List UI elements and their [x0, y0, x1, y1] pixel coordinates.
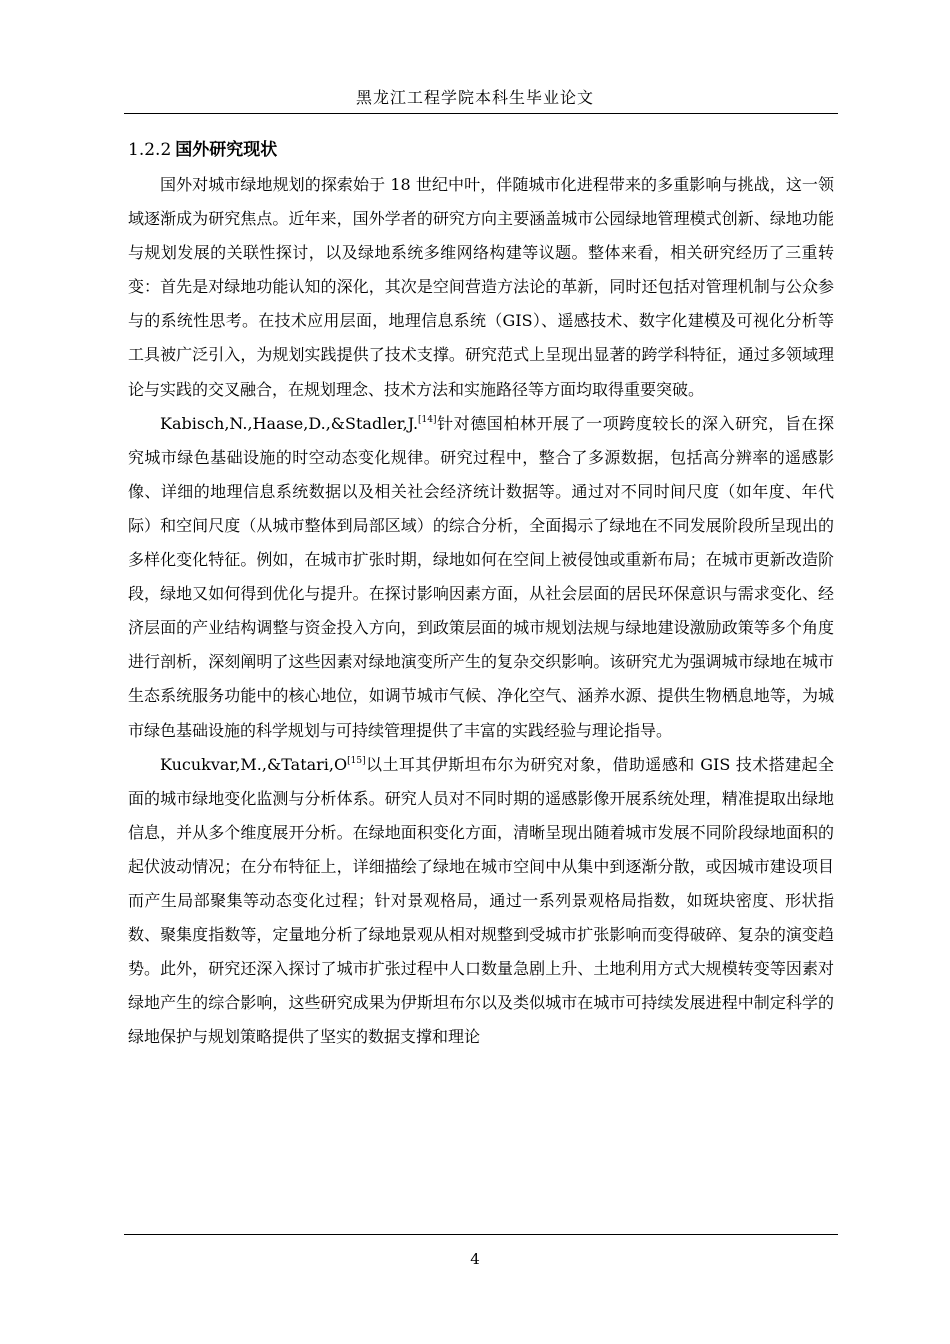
section-number: 1.2.2: [128, 140, 172, 160]
page-number: 4: [470, 1250, 480, 1268]
paragraph-3-text: 以土耳其伊斯坦布尔为研究对象，借助遥感和 GIS 技术搭建起全面的城市绿地变化监测与分析体系。研究人员对不同时期的遥感影像开展系统处理，精准提取出绿地信息，并从多个维度展开分析。在绿地面积变化方面，清晰呈现出随着城市发展不同阶段绿地面积的起伏波动情况；在分布特征上，详细描绘了绿地在城市空间中从集中到逐渐分散，或因城市建设项目而产生局部聚集等动态变化过程；针对景观格局，通过一系列景观格局指数，如斑块密度、形状指数、聚集度指数等，定量地分析了绿地景观从相对规整到受城市扩张影响而变得破碎、复杂的演变趋势。此外，研究还深入探讨了城市扩张过程中人口数量急剧上升、土地利用方式大规模转变等因素对绿地产生的综合影响，这些研究成果为伊斯坦布尔以及类似城市在城市可持续发展进程中制定科学的绿地保护与规划策略提供了坚实的数据支撑和理论: [128, 754, 834, 1047]
paragraph-1-text: 国外对城市绿地规划的探索始于 18 世纪中叶，伴随城市化进程带来的多重影响与挑战，这一领域逐渐成为研究焦点。近年来，国外学者的研究方向主要涵盖城市公园绿地管理模式创新、绿地功能与规划发展的关联性探讨，以及绿地系统多维网络构建等议题。整体来看，相关研究经历了三重转变：首先是对绿地功能认知的深化，其次是空间营造方法论的革新，同时还包括对管理机制与公众参与的系统性思考。在技术应用层面，地理信息系统（GIS）、遥感技术、数字化建模及可视化分析等工具被广泛引入，为规划实践提供了技术支撑。研究范式上呈现出显著的跨学科特征，通过多领域理论与实践的交叉融合，在规划理念、技术方法和实施路径等方面均取得重要突破。: [128, 175, 834, 399]
section-heading: [128, 132, 834, 168]
footer-rule: [124, 1234, 838, 1235]
paragraph-3-citation: [15]: [347, 755, 366, 766]
paragraph-2-text: 针对德国柏林开展了一项跨度较长的深入研究，旨在探究城市绿色基础设施的时空动态变化规律。研究过程中，整合了多源数据，包括高分辨率的遥感影像、详细的地理信息系统数据以及相关社会经济统计数据等。通过对不同时间尺度（如年度、年代际）和空间尺度（从城市整体到局部区域）的综合分析，全面揭示了绿地在不同发展阶段所呈现出的多样化变化特征。例如，在城市扩张时期，绿地如何在空间上被侵蚀或重新布局；在城市更新改造阶段，绿地又如何得到优化与提升。在探讨影响因素方面，从社会层面的居民环保意识与需求变化、经济层面的产业结构调整与资金投入方向，到政策层面的城市规划法规与绿地建设激励政策等多个角度进行剖析，深刻阐明了这些因素对绿地演变所产生的复杂交织影响。该研究尤为强调城市绿地在城市生态系统服务功能中的核心地位，如调节城市气候、净化空气、涵养水源、提供生物栖息地等，为城市绿色基础设施的科学规划与可持续管理提供了丰富的实践经验与理论指导。: [128, 413, 834, 740]
paragraph-2-lead: Kabisch,N.,Haase,D.,&Stadler,J.: [160, 413, 419, 433]
section-title: 国外研究现状: [175, 140, 278, 160]
paragraph-3: [128, 748, 834, 1055]
paragraph-1: [128, 168, 834, 407]
paragraph-2-citation: [14]: [418, 414, 437, 425]
main-content: [128, 132, 834, 1054]
header-rule: [124, 113, 838, 114]
paragraph-3-lead: Kucukvar,M.,&Tatari,O: [160, 754, 348, 774]
paragraph-2: [128, 407, 834, 748]
page-header-title: 黑龙江工程学院本科生毕业论文: [355, 88, 594, 107]
